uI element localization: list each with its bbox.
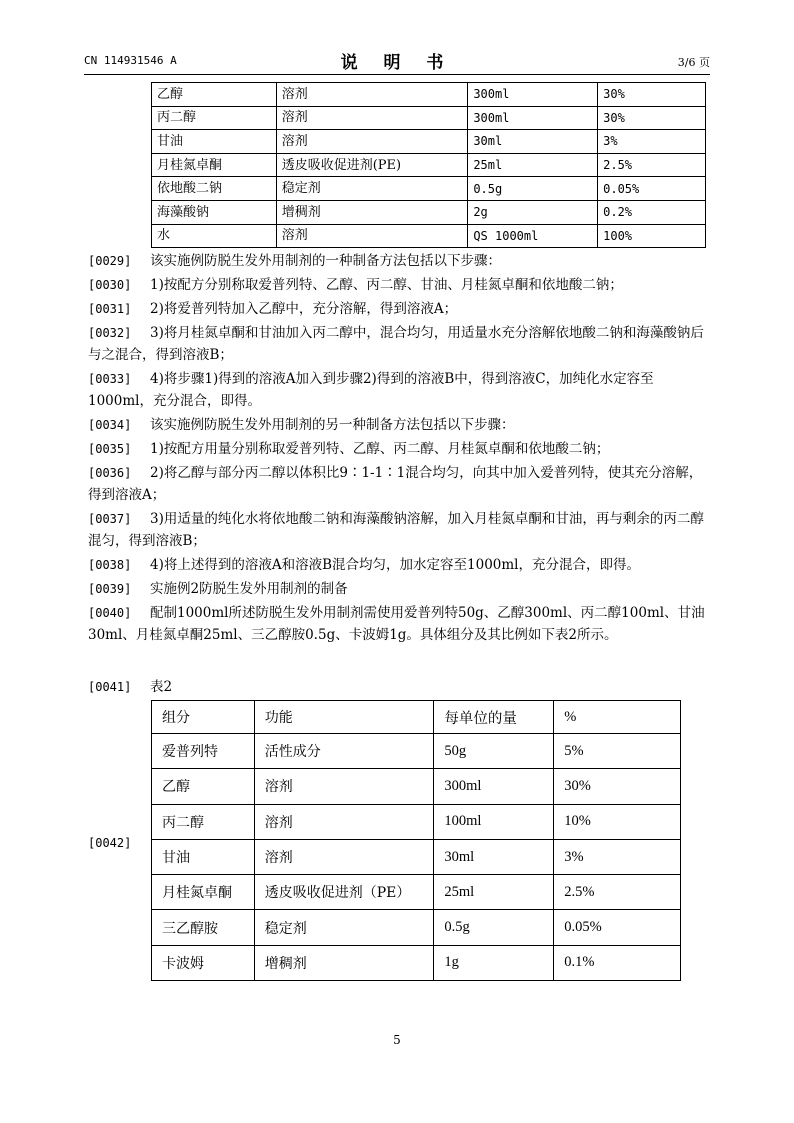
paragraph xyxy=(88,298,710,320)
paragraph-number: [0034] xyxy=(88,418,132,432)
paragraph-number: [0042] xyxy=(88,836,132,850)
column-header: 组分 xyxy=(152,701,255,734)
table-cell: 海藻酸钠 xyxy=(152,200,277,224)
paragraph-text: 3)将月桂氮卓酮和甘油加入丙二醇中，混合均匀，用适量水充分溶解依地酸二钠和海藻酸钠后与之混合，得到溶液B； xyxy=(88,325,704,363)
table-cell: 透皮吸收促进剂（PE） xyxy=(254,875,434,910)
table-cell: 溶剂 xyxy=(276,130,468,154)
table-row xyxy=(152,153,706,177)
paragraph xyxy=(88,322,710,366)
table-cell: 乙醇 xyxy=(152,83,277,107)
paragraph-text: 3)用适量的纯化水将依地酸二钠和海藻酸钠溶解，加入月桂氮卓酮和甘油，再与剩余的丙二醇混匀，得到溶液B； xyxy=(88,511,704,549)
table-cell: 乙醇 xyxy=(152,769,255,804)
table-cell: 0.5g xyxy=(468,177,598,201)
table-cell: 0.05% xyxy=(554,910,681,945)
table-cell: 100ml xyxy=(434,804,554,839)
paragraph-text: 2)将爱普列特加入乙醇中，充分溶解，得到溶液A； xyxy=(150,301,458,317)
paragraph-text: 2)将乙醇与部分丙二醇以体积比9∶1-1∶1混合均匀，向其中加入爱普列特，使其充分溶解，得到溶液A； xyxy=(88,465,703,503)
table-row xyxy=(152,875,681,910)
table-cell: 溶剂 xyxy=(276,83,468,107)
table-cell: 丙二醇 xyxy=(152,106,277,130)
table-cell: 0.5g xyxy=(434,910,554,945)
table-cell: 10% xyxy=(554,804,681,839)
table-cell: 30% xyxy=(598,83,706,107)
table-cell: 1g xyxy=(434,945,554,980)
table-cell: 0.05% xyxy=(598,177,706,201)
table-cell: 30% xyxy=(554,769,681,804)
paragraph xyxy=(88,250,710,272)
table-cell: 爱普列特 xyxy=(152,734,255,769)
page-title: 说 明 书 xyxy=(340,53,454,73)
table-cell: 2.5% xyxy=(554,875,681,910)
paragraph xyxy=(88,578,710,600)
column-header: % xyxy=(554,701,681,734)
table-cell: 透皮吸收促进剂(PE) xyxy=(276,153,468,177)
table-header-row xyxy=(152,701,681,734)
paragraph-number: [0030] xyxy=(88,278,132,292)
table-row xyxy=(152,106,706,130)
table-row xyxy=(152,910,681,945)
table-row xyxy=(152,734,681,769)
table-cell: 30ml xyxy=(468,130,598,154)
table-cell: 增稠剂 xyxy=(276,200,468,224)
table-cell: 300ml xyxy=(434,769,554,804)
paragraph xyxy=(88,274,710,296)
paragraph-text: 4)将上述得到的溶液A和溶液B混合均匀，加水定容至1000ml，充分混合，即得。 xyxy=(150,557,641,573)
table-row xyxy=(152,177,706,201)
page-header xyxy=(84,48,710,75)
formula-table-1 xyxy=(151,82,706,248)
paragraph-number: [0038] xyxy=(88,558,132,572)
table-row xyxy=(152,945,681,980)
table-row xyxy=(152,200,706,224)
table-cell: 30ml xyxy=(434,839,554,874)
table-row xyxy=(152,224,706,248)
table-row xyxy=(152,769,681,804)
paragraph xyxy=(88,508,710,552)
paragraph-text: 配制1000ml所述防脱生发外用制剂需使用爱普列特50g、乙醇300ml、丙二醇100ml、甘油30ml、月桂氮卓酮25ml、三乙醇胺0.5g、卡波姆1g。具体组分及其比例如下表2所示。 xyxy=(88,605,705,643)
table-cell: 月桂氮卓酮 xyxy=(152,875,255,910)
paragraph-number: [0033] xyxy=(88,372,132,386)
table-cell: 活性成分 xyxy=(254,734,434,769)
formula-table-2 xyxy=(151,700,681,981)
doc-number: CN 114931546 A xyxy=(84,54,177,67)
table-cell: 300ml xyxy=(468,83,598,107)
table-cell: 卡波姆 xyxy=(152,945,255,980)
paragraph-number: [0029] xyxy=(88,254,132,268)
paragraph xyxy=(88,602,710,646)
table-cell: 溶剂 xyxy=(254,839,434,874)
table-cell: 100% xyxy=(598,224,706,248)
table-cell: 月桂氮卓酮 xyxy=(152,153,277,177)
table-cell: 3% xyxy=(598,130,706,154)
page-indicator: 3/6 页 xyxy=(677,56,710,69)
paragraph xyxy=(88,554,710,576)
paragraph-number: [0035] xyxy=(88,442,132,456)
page-number: 5 xyxy=(393,1033,401,1047)
paragraph-number: [0036] xyxy=(88,466,132,480)
table-row xyxy=(152,839,681,874)
paragraph-text: 该实施例防脱生发外用制剂的另一种制备方法包括以下步骤： xyxy=(150,417,515,433)
table-row xyxy=(152,83,706,107)
table-cell: 50g xyxy=(434,734,554,769)
paragraph-number: [0031] xyxy=(88,302,132,316)
paragraph-number: [0039] xyxy=(88,582,132,596)
table-row xyxy=(152,804,681,839)
table-cell: 溶剂 xyxy=(254,804,434,839)
table-cell: 2.5% xyxy=(598,153,706,177)
column-header: 每单位的量 xyxy=(434,701,554,734)
table-cell: 增稠剂 xyxy=(254,945,434,980)
paragraph-text: 表2 xyxy=(150,679,173,695)
table-cell: 溶剂 xyxy=(276,224,468,248)
table-cell: 25ml xyxy=(434,875,554,910)
paragraph-number: [0041] xyxy=(88,680,132,694)
table-row xyxy=(152,130,706,154)
paragraph xyxy=(88,676,710,698)
table-cell: 甘油 xyxy=(152,839,255,874)
paragraph-text: 1)按配方用量分别称取爱普列特、乙醇、丙二醇、月桂氮卓酮和依地酸二钠； xyxy=(150,441,610,457)
paragraph xyxy=(88,438,710,460)
paragraph xyxy=(88,414,710,436)
paragraph-text: 该实施例防脱生发外用制剂的一种制备方法包括以下步骤： xyxy=(150,253,501,269)
table-cell: 丙二醇 xyxy=(152,804,255,839)
table-cell: 30% xyxy=(598,106,706,130)
table-cell: 水 xyxy=(152,224,277,248)
table-cell: QS 1000ml xyxy=(468,224,598,248)
paragraph-number: [0032] xyxy=(88,326,132,340)
table-cell: 0.2% xyxy=(598,200,706,224)
paragraph-number: [0040] xyxy=(88,606,132,620)
table-cell: 稳定剂 xyxy=(276,177,468,201)
paragraph xyxy=(88,368,710,412)
paragraph xyxy=(88,462,710,506)
table-cell: 溶剂 xyxy=(254,769,434,804)
table-cell: 25ml xyxy=(468,153,598,177)
paragraph-text: 1)按配方分别称取爱普列特、乙醇、丙二醇、甘油、月桂氮卓酮和依地酸二钠； xyxy=(150,277,623,293)
paragraph-text: 4)将步骤1)得到的溶液A加入到步骤2)得到的溶液B中，得到溶液C，加纯化水定容至1000ml，充分混合，即得。 xyxy=(88,371,654,409)
table-cell: 甘油 xyxy=(152,130,277,154)
table-cell: 2g xyxy=(468,200,598,224)
table-cell: 0.1% xyxy=(554,945,681,980)
table-cell: 稳定剂 xyxy=(254,910,434,945)
paragraph-text: 实施例2防脱生发外用制剂的制备 xyxy=(150,581,348,597)
table-cell: 依地酸二钠 xyxy=(152,177,277,201)
paragraph-number: [0037] xyxy=(88,512,132,526)
table-cell: 三乙醇胺 xyxy=(152,910,255,945)
table-cell: 溶剂 xyxy=(276,106,468,130)
table-cell: 5% xyxy=(554,734,681,769)
table-cell: 300ml xyxy=(468,106,598,130)
table-cell: 3% xyxy=(554,839,681,874)
column-header: 功能 xyxy=(254,701,434,734)
